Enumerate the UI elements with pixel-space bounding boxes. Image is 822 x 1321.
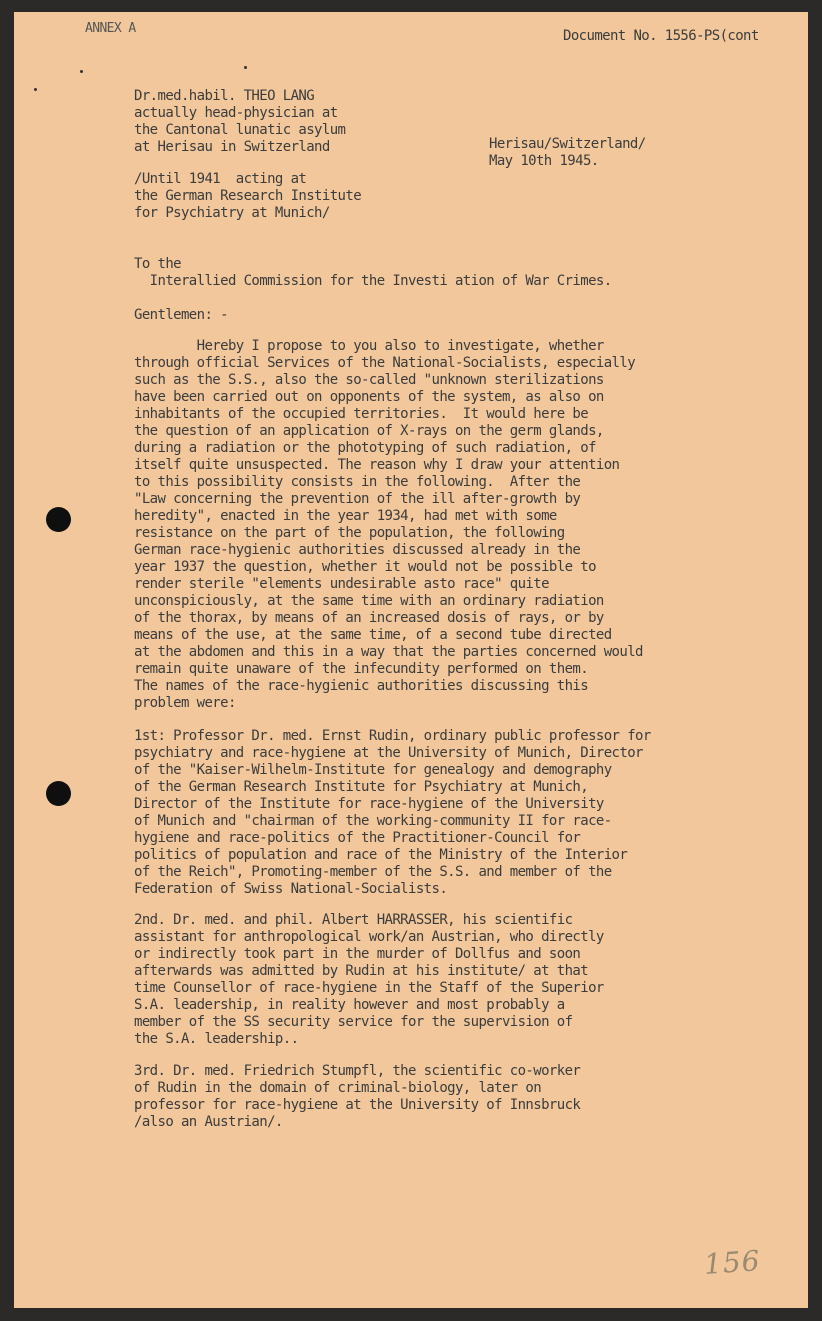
annex-label: ANNEX A xyxy=(85,21,136,36)
body-line: means of the use, at the same time, of a second tube directed xyxy=(134,627,612,643)
addressee-line: Interallied Commission for the Investi ation of War Crimes. xyxy=(134,273,612,289)
body-line: itself quite unsuspected. The reason why I draw your attention xyxy=(134,457,620,473)
body-line: of the thorax, by means of an increased dosis of rays, or by xyxy=(134,610,604,626)
item-line: hygiene and race-politics of the Practitioner-Council for xyxy=(134,830,581,846)
document-number: Document No. 1556-PS(cont xyxy=(563,28,759,44)
sender-line: the Cantonal lunatic asylum xyxy=(134,122,346,138)
previous-post-line: for Psychiatry at Munich/ xyxy=(134,205,330,221)
punch-hole-top xyxy=(46,507,71,532)
item-line: 1st: Professor Dr. med. Ernst Rudin, ordinary public professor for xyxy=(134,728,651,744)
item-line: 3rd. Dr. med. Friedrich Stumpfl, the scientific co-worker xyxy=(134,1063,581,1079)
item-line: or indirectly took part in the murder of Dollfus and soon xyxy=(134,946,581,962)
item-line: psychiatry and race-hygiene at the University of Munich, Director xyxy=(134,745,643,761)
sender-line: Dr.med.habil. THEO LANG xyxy=(134,88,315,104)
body-line: year 1937 the question, whether it would not be possible to xyxy=(134,559,596,575)
item-line: afterwards was admitted by Rudin at his institute/ at that xyxy=(134,963,589,979)
punch-hole-bottom xyxy=(46,781,71,806)
item-line: the S.A. leadership.. xyxy=(134,1031,299,1047)
location-line: Herisau/Switzerland/ xyxy=(489,136,646,152)
previous-post-line: /Until 1941 acting at xyxy=(134,171,307,187)
body-line: the question of an application of X-rays on the germ glands, xyxy=(134,423,604,439)
item-line: of the "Kaiser-Wilhelm-Institute for genealogy and demography xyxy=(134,762,612,778)
ink-speck xyxy=(34,88,37,91)
body-line: resistance on the part of the population, the following xyxy=(134,525,565,541)
salutation: Gentlemen: - xyxy=(134,307,228,323)
body-line: render sterile "elements undesirable asto race" quite xyxy=(134,576,549,592)
body-line: heredity", enacted in the year 1934, had met with some xyxy=(134,508,557,524)
previous-post-line: the German Research Institute xyxy=(134,188,362,204)
body-line: during a radiation or the phototyping of such radiation, of xyxy=(134,440,596,456)
item-line: member of the SS security service for the supervision of xyxy=(134,1014,573,1030)
item-line: of the German Research Institute for Psychiatry at Munich, xyxy=(134,779,589,795)
body-line: "Law concerning the prevention of the ill after-growth by xyxy=(134,491,581,507)
body-line: to this possibility consists in the following. After the xyxy=(134,474,581,490)
body-line: inhabitants of the occupied territories. It would here be xyxy=(134,406,589,422)
item-line: assistant for anthropological work/an Austrian, who directly xyxy=(134,929,604,945)
item-line: /also an Austrian/. xyxy=(134,1114,283,1130)
body-line: Hereby I propose to you also to investigate, whether xyxy=(134,338,604,354)
body-line: problem were: xyxy=(134,695,236,711)
ink-speck xyxy=(244,66,247,69)
body-line: through official Services of the National-Socialists, especially xyxy=(134,355,636,371)
body-line: The names of the race-hygienic authorities discussing this xyxy=(134,678,589,694)
body-line: at the abdomen and this in a way that the parties concerned would xyxy=(134,644,643,660)
item-line: of the Reich", Promoting-member of the S.S. and member of the xyxy=(134,864,612,880)
body-line: remain quite unaware of the infecundity performed on them. xyxy=(134,661,589,677)
ink-speck xyxy=(80,70,83,73)
item-line: S.A. leadership, in reality however and most probably a xyxy=(134,997,565,1013)
body-line: have been carried out on opponents of the system, as also on xyxy=(134,389,604,405)
item-line: Director of the Institute for race-hygiene of the University xyxy=(134,796,604,812)
handwritten-page-number: 156 xyxy=(702,1244,762,1281)
addressee-line: To the xyxy=(134,256,181,272)
date-line: May 10th 1945. xyxy=(489,153,599,169)
item-line: politics of population and race of the Ministry of the Interior xyxy=(134,847,628,863)
item-line: professor for race-hygiene at the University of Innsbruck xyxy=(134,1097,581,1113)
item-line: of Rudin in the domain of criminal-biology, later on xyxy=(134,1080,542,1096)
body-line: such as the S.S., also the so-called "unknown sterilizations xyxy=(134,372,604,388)
item-line: Federation of Swiss National-Socialists. xyxy=(134,881,448,897)
item-line: of Munich and "chairman of the working-community II for race- xyxy=(134,813,612,829)
body-line: unconspiciously, at the same time with an ordinary radiation xyxy=(134,593,604,609)
document-page xyxy=(14,12,808,1308)
body-line: German race-hygienic authorities discussed already in the xyxy=(134,542,581,558)
item-line: time Counsellor of race-hygiene in the Staff of the Superior xyxy=(134,980,604,996)
sender-line: at Herisau in Switzerland xyxy=(134,139,330,155)
sender-line: actually head-physician at xyxy=(134,105,338,121)
item-line: 2nd. Dr. med. and phil. Albert HARRASSER, his scientific xyxy=(134,912,573,928)
